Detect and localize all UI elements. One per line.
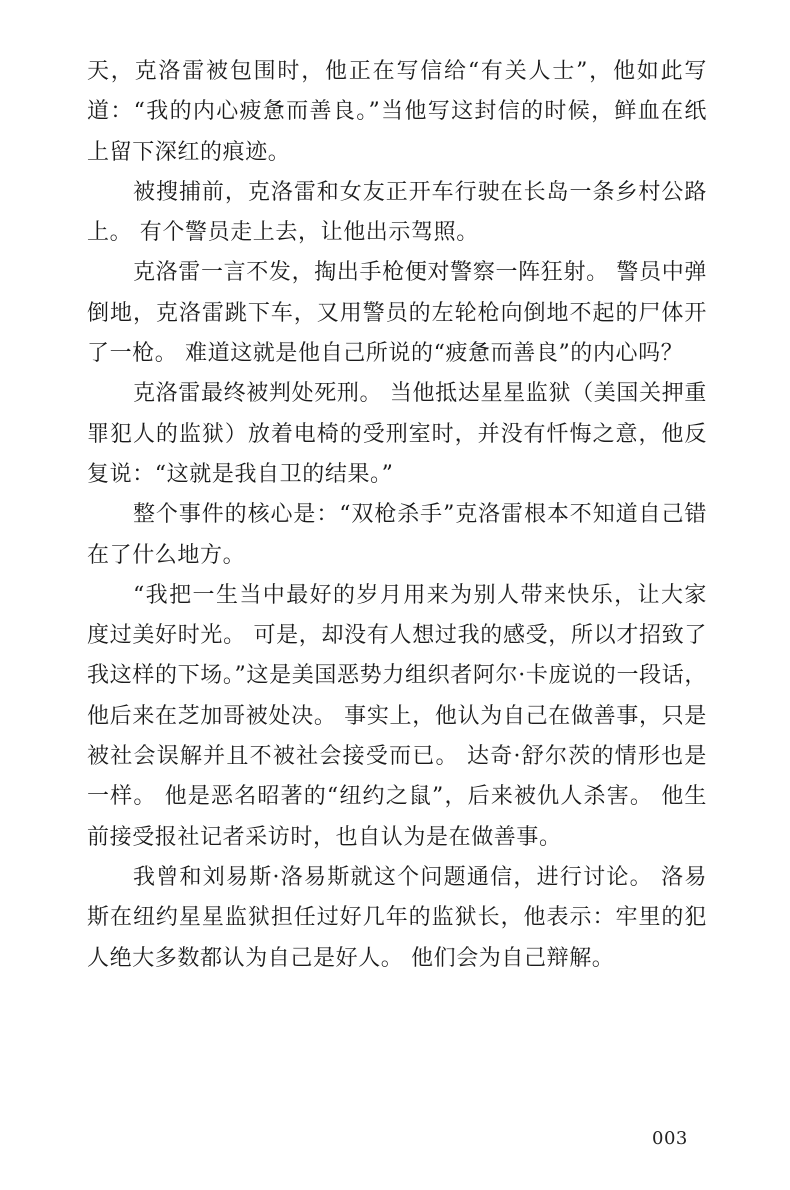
paragraph-5: 整个事件的核心是：“双枪杀手”克洛雷根本不知道自己错在了什么地方。	[87, 502, 707, 568]
page-body	[87, 52, 707, 979]
paragraph-1: 天，克洛雷被包围时，他正在写信给“有关人士”，他如此写道：“我的内心疲惫而善良。”当他写这封信的时候，鲜血在纸上留下深红的痕迹。	[87, 59, 707, 165]
paragraph-3: 克洛雷一言不发，掏出手枪便对警察一阵狂射。 警员中弹倒地，克洛雷跳下车，又用警员的左轮枪向倒地不起的尸体开了一枪。 难道这就是他自己所说的“疲惫而善良”的内心吗？	[87, 260, 707, 367]
paragraph-6: “我把一生当中最好的岁月用来为别人带来快乐，让大家度过美好时光。 可是，却没有人想过我的感受，所以才招致了我这样的下场。”这是美国恶势力组织者阿尔·卡庞说的一段话，他后来在芝加哥被处决。 事实上，他认为自己在做善事，只是被社会误解并且不被社会接受而已。 达奇·舒尔茨的情形也是一样。 他是恶名昭著的“纽约之鼠”，后来被仇人杀害。 他生前接受报社记者采访时，也自认为是在做善事。	[87, 582, 707, 850]
paragraph-4: 克洛雷最终被判处死刑。 当他抵达星星监狱（美国关押重罪犯人的监狱）放着电椅的受刑室时，并没有忏悔之意，他反复说：“这就是我自卫的结果。”	[87, 381, 707, 487]
paragraph-7: 我曾和刘易斯·洛易斯就这个问题通信，进行讨论。 洛易斯在纽约星星监狱担任过好几年的监狱长，他表示：牢里的犯人绝大多数都认为自己是好人。 他们会为自己辩解。	[87, 864, 707, 971]
page-number: 003	[652, 1128, 688, 1149]
paragraph-2: 被搜捕前，克洛雷和女友正开车行驶在长岛一条乡村公路上。 有个警员走上去，让他出示驾照。	[87, 179, 707, 246]
